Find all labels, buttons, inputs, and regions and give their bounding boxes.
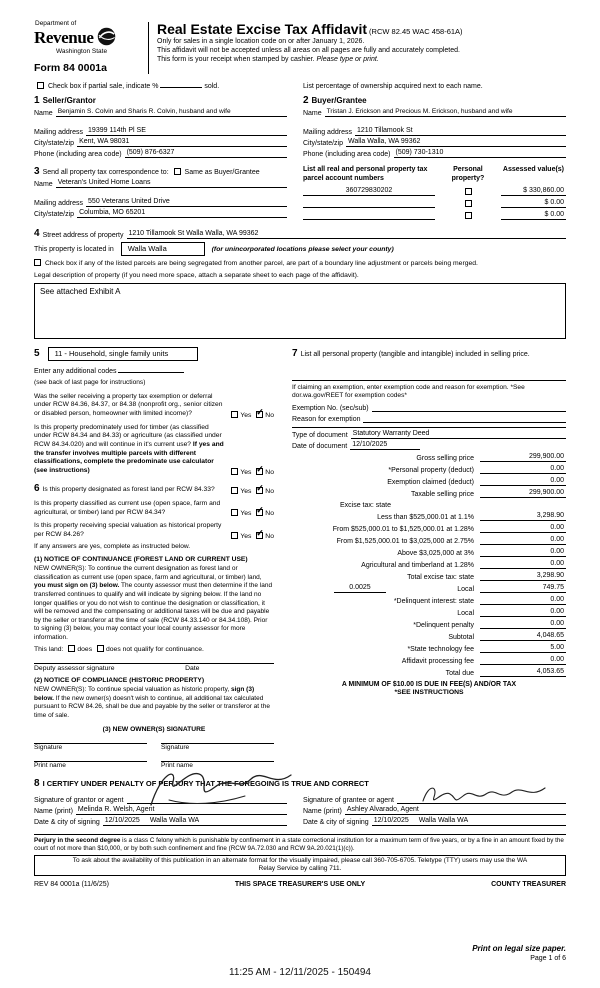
- certification-section: [34, 778, 566, 826]
- agricultural-value[interactable]: 0.00: [480, 560, 566, 569]
- taxable-selling-price-value[interactable]: 299,900.00: [480, 489, 566, 498]
- affidavit-processing-fee-label: Affidavit processing fee: [401, 658, 474, 666]
- total-excise-state-value[interactable]: 3,298.90: [480, 572, 566, 581]
- correspondence-mailing-field[interactable]: 550 Veterans United Drive: [86, 198, 287, 207]
- print-name-caption: Print name: [161, 761, 193, 769]
- segregated-checkbox[interactable]: [34, 259, 41, 266]
- parcel-row: [303, 187, 566, 196]
- s6q2-no-checkbox[interactable]: ✓: [256, 505, 264, 516]
- property-section: [34, 228, 566, 339]
- yes-label: Yes: [240, 468, 252, 476]
- grantor-signature-label: Signature of grantor or agent: [34, 796, 124, 804]
- partial-sale-sold-label: sold.: [204, 83, 220, 90]
- header-note-2: This affidavit will not be accepted unless all areas on all pages are fully and accurately completed.: [157, 47, 460, 55]
- new-owner-signature-line-1[interactable]: [34, 735, 147, 744]
- minimum-due-note: A MINIMUM OF $10.00 IS DUE IN FEE(S) AND/OR TAX: [341, 681, 517, 689]
- doc-date-field[interactable]: 12/10/2025: [350, 441, 420, 450]
- state-technology-fee-value[interactable]: 5.00: [480, 644, 566, 653]
- rev-number: REV 84 0001a (11/6/25): [34, 880, 109, 888]
- dor-logo-icon: [97, 27, 116, 48]
- no-label: No: [265, 411, 274, 419]
- exemption-claimed-value[interactable]: 0.00: [480, 477, 566, 486]
- alternate-format-notice: To ask about the availability of this publication in an alternate format for the visually impaired, please call 360-705-6705. Teletype (TTY) users may use the WA Relay Service by calling 711.: [34, 855, 566, 876]
- parcel-number-field-3[interactable]: [303, 211, 435, 220]
- grantee-signature-block: [303, 793, 566, 826]
- yes-label: Yes: [240, 510, 252, 518]
- local-rate-field[interactable]: 0.0025: [334, 584, 386, 593]
- tier2-value[interactable]: 0.00: [480, 524, 566, 533]
- grantor-signature-field[interactable]: [127, 795, 287, 804]
- right-column: [292, 347, 566, 769]
- does-qualify-checkbox[interactable]: [68, 645, 75, 652]
- partial-sale-checkbox[interactable]: [37, 82, 44, 89]
- grantor-name-label: Name (print): [34, 807, 73, 815]
- header-divider: [148, 22, 149, 74]
- located-in-label: This property is located in: [34, 245, 114, 253]
- notice-continuance-body: NEW OWNER(S): To continue the current designation as forest land or classification as current use (open space, farm and agricultural, or timber) land, you must sign on (3) below. The county assessor must then determine if the land transferred continues to qualify and will indicate by signing below. If the land no longer qualifies or you do not wish to continue the designation or classification, it will be removed and the compensating or additional taxes will be due and payable by the seller or transferor at the time of sale (RCW 84.33.140 or 84.34.108). Prior to signing (3) below, you may contact your local county assessor for more information.: [34, 565, 273, 641]
- footer-row: [34, 881, 566, 888]
- seller-title: Seller/Grantor: [42, 96, 96, 105]
- treasurer-space-label: THIS SPACE TREASURER'S USE ONLY: [234, 880, 366, 888]
- agricultural-label: Agricultural and timberland at 1.28%: [361, 562, 474, 570]
- new-owner-printname-line-1[interactable]: [34, 753, 147, 762]
- total-excise-state-label: Total excise tax: state: [407, 574, 474, 582]
- tier3-value[interactable]: 0.00: [480, 536, 566, 545]
- correspondence-name-label: Name: [34, 181, 53, 188]
- grantor-date-label: Date & city of signing: [34, 818, 100, 826]
- personal-property-deduct-label: *Personal property (deduct): [388, 467, 474, 475]
- seller-name-field[interactable]: Benjamin S. Colvin and Sharis R. Colvin, husband and wife: [56, 108, 287, 117]
- s6q1-yes-checkbox[interactable]: [231, 487, 238, 494]
- section-8-number: 8: [34, 777, 40, 789]
- s6q2-yes-checkbox[interactable]: [231, 509, 238, 516]
- excise-tax-state-header: Excise tax: state: [340, 502, 391, 510]
- yes-label: Yes: [240, 487, 252, 495]
- yes-label: Yes: [240, 411, 252, 419]
- tier4-value[interactable]: 0.00: [480, 548, 566, 557]
- delinquent-penalty-value[interactable]: 0.00: [480, 620, 566, 629]
- personal-property-checkbox-3[interactable]: [465, 212, 472, 219]
- section-7-intro: 7 List all personal property (tangible and intangible) included in selling price.: [292, 347, 530, 359]
- dept-of-label: Department of: [35, 20, 77, 27]
- seller-phone-field[interactable]: (509) 876-6327: [125, 149, 287, 158]
- section-3-number: 3: [34, 166, 40, 177]
- seller-csz-field[interactable]: Kent, WA 98031: [77, 138, 287, 147]
- seller-section: [34, 95, 287, 158]
- revenue-wordmark: Revenue: [34, 27, 94, 47]
- exemption-claimed-label: Exemption claimed (deduct): [387, 479, 474, 487]
- form-title: Real Estate Excise Tax Affidavit: [157, 21, 368, 37]
- exemption-note: If claiming an exemption, enter exemption code and reason for exemption. *See dor.wa.gov/REET for exemption codes*: [292, 383, 525, 400]
- county-select-field[interactable]: Walla Walla: [121, 242, 205, 257]
- s5q1-yes-checkbox[interactable]: [231, 411, 238, 418]
- partial-sale-percent-field[interactable]: [160, 79, 202, 88]
- local-tax-label: Local: [457, 586, 474, 594]
- print-name-caption: Print name: [34, 761, 66, 769]
- personal-property-deduct-value[interactable]: 0.00: [480, 465, 566, 474]
- current-use-question: Is this property classified as current use (open space, farm and agricultural, or timber) land per RCW 84.34?: [34, 499, 221, 516]
- deputy-assessor-signature-line[interactable]: [34, 655, 274, 664]
- timber-question: Is this property predominately used for timber (as classified under RCW 84.34 and 84.33) or agriculture (as classified under RCW 84.34.020) and will continue in it's current use? If yes and the transfer involves multiple parcels with different classifications, complete the predominate use calculator (see instructions): [34, 423, 224, 475]
- section-2-number: 2: [302, 95, 309, 106]
- buyer-title: Buyer/Grantee: [311, 96, 367, 105]
- correspondence-section: [34, 166, 287, 220]
- grantee-name-field[interactable]: Ashley Alvarado, Agent: [345, 806, 566, 815]
- parcel-row: [303, 211, 566, 220]
- additional-codes-field[interactable]: [118, 364, 184, 373]
- left-column: [34, 347, 274, 769]
- forest-land-question: 6 Is this property designated as forest land per RCW 84.33?: [34, 482, 215, 494]
- tier3-label: From $1,525,000.01 to $3,025,000 at 2.75%: [336, 538, 474, 546]
- no-label: No: [265, 487, 274, 495]
- historic-property-question: Is this property receiving special valuation as historical property per RCW 84.26?: [34, 522, 222, 538]
- reason-exemption-label: Reason for exemption: [292, 416, 361, 424]
- located-in-note: (for unincorporated locations please select your county): [211, 245, 394, 253]
- doc-type-label: Type of document: [292, 432, 348, 440]
- property-use-code-field[interactable]: 11 - Household, single family units: [48, 347, 198, 361]
- delinquent-interest-local-value[interactable]: 0.00: [480, 608, 566, 617]
- signature-caption: Signature: [161, 743, 190, 751]
- buyer-name-label: Name: [302, 110, 322, 117]
- s5q2-no-checkbox[interactable]: ✓: [256, 463, 264, 474]
- buyer-mailing-field[interactable]: 1210 Tillamook St: [355, 127, 566, 136]
- buyer-csz-label: City/state/zip: [302, 140, 344, 147]
- buyer-name-field[interactable]: Tristan J. Erickson and Precious M. Erickson, husband and wife: [325, 108, 566, 117]
- grantor-date-field[interactable]: 12/10/2025 Walla Walla WA: [103, 817, 287, 826]
- assessed-value-col-header: Assessed value(s): [502, 166, 565, 173]
- assessed-value-field-3[interactable]: $ 0.00: [501, 211, 566, 220]
- deputy-assessor-signature-label: Deputy assessor signature: [34, 665, 115, 673]
- dor-logo-block: [34, 20, 140, 74]
- gross-selling-price-value[interactable]: 299,900.00: [480, 453, 566, 462]
- delinquent-interest-local-label: Local: [457, 610, 474, 618]
- new-owner-signature-line-2[interactable]: [161, 735, 274, 744]
- parcel-col-header: List all real and personal property tax parcel account numbers: [302, 166, 428, 182]
- signature-caption: Signature: [34, 743, 63, 751]
- exemption-no-label: Exemption No. (sec/sub): [292, 405, 369, 413]
- no-label: No: [265, 532, 274, 540]
- buyer-section: [303, 95, 566, 158]
- certify-statement: I CERTIFY UNDER PENALTY OF PERJURY THAT THE FOREGOING IS TRUE AND CORRECT: [42, 778, 369, 788]
- new-owner-signature-title: (3) NEW OWNER(S) SIGNATURE: [102, 725, 206, 733]
- delinquent-interest-state-label: *Delinquent interest: state: [393, 598, 474, 606]
- tier2-label: From $525,000.01 to $1,525,000.01 at 1.28%: [332, 526, 474, 534]
- s6q3-yes-checkbox[interactable]: [231, 532, 238, 539]
- state-technology-fee-label: *State technology fee: [407, 646, 474, 654]
- buyer-mailing-label: Mailing address: [302, 129, 352, 136]
- grantee-signature-field[interactable]: [397, 795, 566, 804]
- notice-compliance-body: NEW OWNER(S): To continue special valuation as historic property, sign (3) below. If the new owner(s) doesn't wish to continue, all additional tax calculated pursuant to RCW 84.26, shall be due and payable by the seller or transferor at the time of sale.: [34, 686, 270, 720]
- this-land-row: This land: does does not qualify for continuance.: [34, 646, 204, 654]
- tier4-label: Above $3,025,000 at 3%: [397, 550, 474, 558]
- form-header: [34, 20, 566, 74]
- ownership-note: List percentage of ownership acquired next to each name.: [302, 83, 483, 90]
- street-address-field[interactable]: 1210 Tillamook St Walla Walla, WA 99362: [127, 230, 567, 239]
- reason-exemption-field[interactable]: [363, 414, 566, 423]
- header-note-3: This form is your receipt when stamped by cashier. Please type or print.: [157, 56, 379, 64]
- county-treasurer-label: COUNTY TREASURER: [491, 880, 566, 888]
- same-as-buyer-checkbox[interactable]: [174, 168, 181, 175]
- personal-property-checkbox-1[interactable]: [465, 188, 472, 195]
- seller-name-label: Name: [34, 110, 53, 117]
- washington-state-label: Washington State: [56, 48, 108, 55]
- s5q1-no-checkbox[interactable]: ✓: [256, 406, 264, 417]
- subtotal-label: Subtotal: [448, 634, 474, 642]
- seller-mailing-field[interactable]: 19399 114th Pl SE: [86, 127, 287, 136]
- grantee-signature-label: Signature of grantee or agent: [302, 796, 395, 804]
- notice-continuance-title: (1) NOTICE OF CONTINUANCE (FOREST LAND OR CURRENT USE): [34, 556, 248, 564]
- notice-compliance-title: (2) NOTICE OF COMPLIANCE (HISTORIC PROPERTY): [34, 677, 205, 685]
- exemption-no-field[interactable]: [372, 403, 566, 412]
- if-yes-note: If any answers are yes, complete as instructed below.: [34, 542, 191, 550]
- local-tax-value[interactable]: 749.75: [480, 584, 566, 593]
- parcel-table: [303, 166, 566, 220]
- buyer-phone-field[interactable]: (509) 730-1310: [394, 149, 567, 158]
- legal-description-label: Legal description of property (if you need more space, attach a separate sheet to each page of the affidavit).: [34, 272, 359, 280]
- tier1-value[interactable]: 3,298.90: [480, 512, 566, 521]
- partial-sale-label: Check box if partial sale, indicate %: [47, 83, 159, 90]
- form-number: Form 84 0001a: [34, 62, 107, 74]
- perjury-notice: Perjury in the second degree is a class C felony which is punishable by confinement in a state correctional institution for a maximum term of five years, or by a fine in an amount fixed by the court of not more than $10,000, or by both such confinement and fine (RCW 9A.72.030 and RCW 9A.20.021(1)(c)).: [34, 834, 566, 853]
- total-due-label: Total due: [445, 670, 474, 678]
- print-note-block: [472, 944, 566, 962]
- grantor-signature-block: [34, 793, 287, 826]
- partial-sale-row: [34, 79, 287, 90]
- divider: [292, 380, 566, 381]
- seller-csz-label: City/state/zip: [34, 140, 75, 147]
- grantor-name-field[interactable]: Melinda R. Welsh, Agent: [76, 806, 287, 815]
- see-back-note: (see back of last page for instructions): [34, 379, 146, 386]
- parcel-row: [303, 199, 566, 208]
- no-label: No: [265, 468, 274, 476]
- assessed-value-field-1[interactable]: $ 330,860.00: [501, 187, 566, 196]
- see-instructions-note: *SEE INSTRUCTIONS: [394, 689, 464, 697]
- correspondence-csz-label: City/state/zip: [34, 211, 75, 218]
- doc-type-field[interactable]: Statutory Warranty Deed: [351, 430, 566, 439]
- grantee-date-label: Date & city of signing: [302, 818, 369, 826]
- legal-description-box[interactable]: See attached Exhibit A: [34, 283, 566, 339]
- print-legal-size-note: Print on legal size paper.: [472, 944, 566, 953]
- seller-mailing-label: Mailing address: [34, 129, 84, 136]
- yes-label: Yes: [240, 532, 252, 540]
- does-not-qualify-checkbox[interactable]: [97, 645, 104, 652]
- delinquent-interest-state-value[interactable]: 0.00: [480, 596, 566, 605]
- header-note-1: Only for sales in a single location code on or after January 1, 2026.: [157, 38, 365, 45]
- exemption-question: Was the seller receiving a property tax exemption or deferral under RCW 84.36, 84.37, or 84.38 (nonprofit org., senior citizen or disabled person, homeowner with limited income)?: [34, 392, 223, 417]
- section-5-number: 5: [34, 348, 40, 360]
- s6q1-no-checkbox[interactable]: ✓: [256, 482, 264, 493]
- form-rcw-ref: (RCW 82.45 WAC 458-61A): [369, 27, 463, 36]
- correspondence-mailing-label: Mailing address: [34, 200, 84, 207]
- same-as-buyer-label: Same as Buyer/Grantee: [184, 169, 260, 176]
- section-5: [34, 347, 274, 476]
- grantee-date-field[interactable]: 12/10/2025 Walla Walla WA: [372, 817, 566, 826]
- section-4-number: 4: [34, 227, 40, 239]
- correspondence-csz-field[interactable]: Columbia, MO 65201: [77, 209, 287, 218]
- segregated-label: Check box if any of the listed parcels are being segregated from another parcel, are part of a boundary line adjustment or parcels being merged.: [44, 260, 478, 268]
- section-6: [34, 482, 274, 769]
- s5q2-yes-checkbox[interactable]: [231, 468, 238, 475]
- grantee-name-label: Name (print): [302, 807, 342, 815]
- section-1-number: 1: [34, 95, 40, 106]
- correspondence-name-field[interactable]: Veteran's United Home Loans: [56, 179, 287, 188]
- subtotal-value[interactable]: 4,048.65: [480, 632, 566, 641]
- total-due-value[interactable]: 4,053.65: [480, 668, 566, 677]
- buyer-phone-label: Phone (including area code): [302, 151, 391, 158]
- viewer-timestamp: 11:25 AM - 12/11/2025 - 150494: [229, 967, 371, 978]
- additional-codes-label: Enter any additional codes: [34, 367, 117, 375]
- deputy-date-label: Date: [185, 665, 200, 673]
- personal-property-col-header: Personal property?: [451, 166, 485, 182]
- tier1-label: Less than $525,000.01 at 1.1%: [377, 514, 474, 522]
- affidavit-processing-fee-value[interactable]: 0.00: [480, 656, 566, 665]
- assessed-value-field-2[interactable]: $ 0.00: [501, 199, 566, 208]
- gross-selling-price-label: Gross selling price: [416, 455, 474, 463]
- divider: [292, 427, 566, 428]
- doc-date-label: Date of document: [292, 443, 348, 451]
- parcel-number-field-2[interactable]: [303, 199, 435, 208]
- street-address-label: Street address of property: [42, 231, 124, 239]
- page-number: Page 1 of 6: [530, 955, 566, 962]
- personal-property-checkbox-2[interactable]: [465, 200, 472, 207]
- taxable-selling-price-label: Taxable selling price: [410, 491, 474, 499]
- s6q3-no-checkbox[interactable]: ✓: [256, 527, 264, 538]
- no-label: No: [265, 510, 274, 518]
- parcel-number-field[interactable]: 360729830202: [303, 187, 435, 196]
- new-owner-printname-line-2[interactable]: [161, 753, 274, 762]
- seller-phone-label: Phone (including area code): [34, 151, 122, 158]
- delinquent-penalty-label: *Delinquent penalty: [413, 622, 474, 630]
- correspondence-label: Send all property tax correspondence to:: [42, 169, 169, 176]
- buyer-csz-field[interactable]: Walla Walla, WA 99362: [346, 138, 566, 147]
